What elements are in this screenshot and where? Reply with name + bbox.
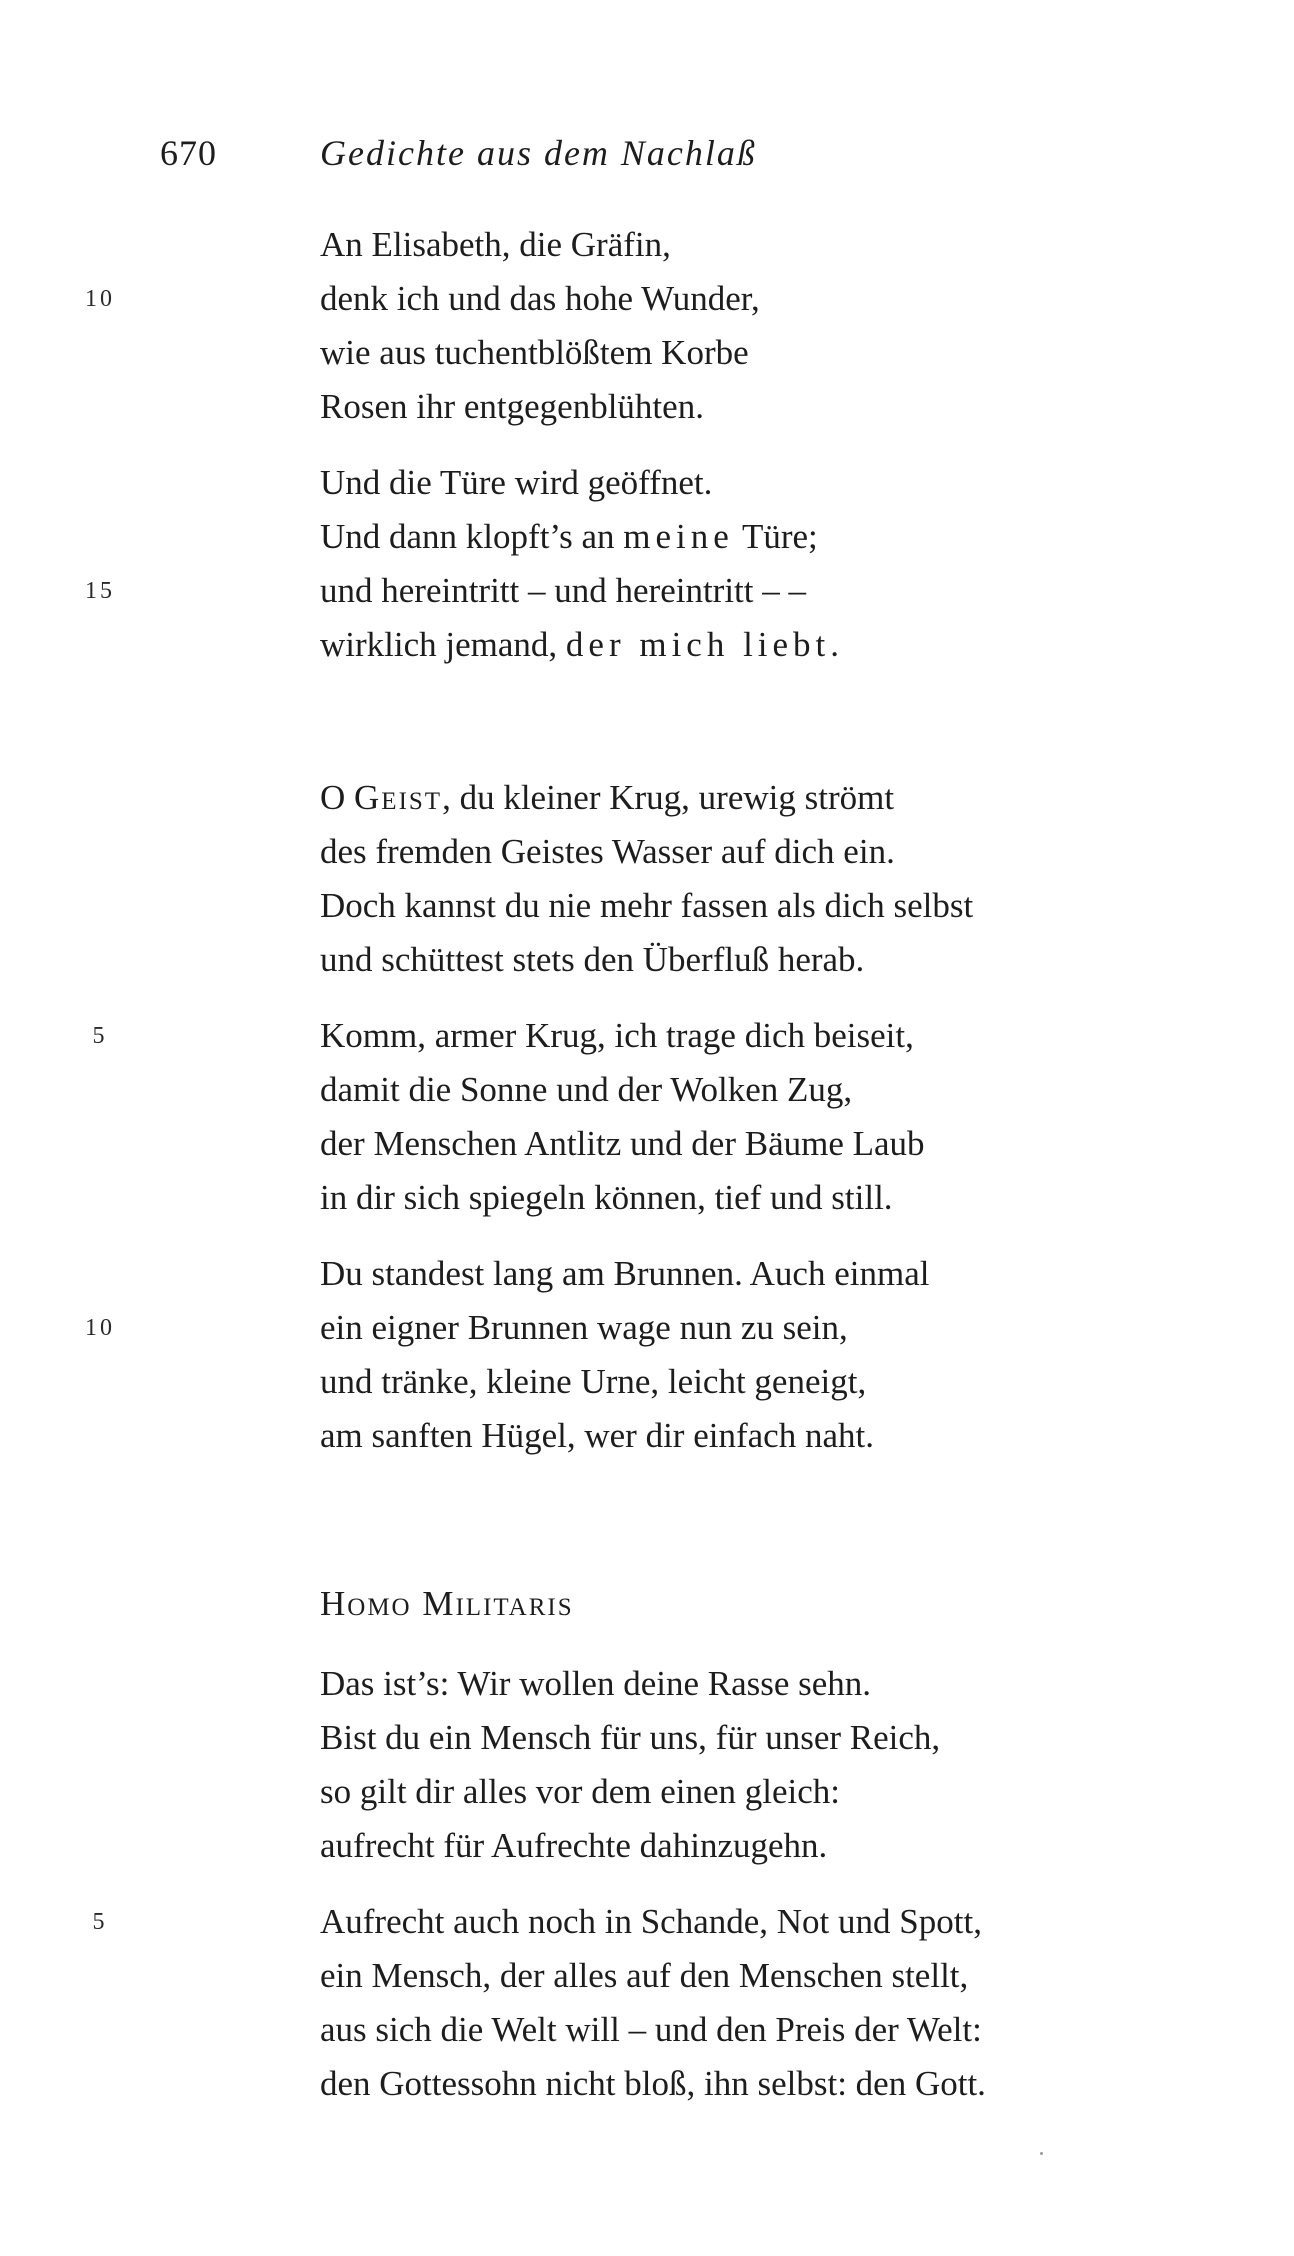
running-title: Gedichte aus dem Nachlaß xyxy=(320,133,757,173)
stanza xyxy=(320,1657,986,1873)
emphasis-spaced: meine xyxy=(623,517,734,556)
poem-line: des fremden Geistes Wasser auf dich ein. xyxy=(320,832,895,871)
poem-line: und tränke, kleine Urne, leicht geneigt, xyxy=(320,1362,867,1401)
line-number: 10 xyxy=(85,1315,115,1341)
stanza xyxy=(85,1247,973,1463)
poem-line: den Gottessohn nicht bloß, ihn selbst: den Gott. xyxy=(320,2064,986,2103)
line-number: 5 xyxy=(92,1023,108,1049)
poem-line: und schüttest stets den Überfluß herab. xyxy=(320,940,865,979)
poem-line: 5 Komm, armer Krug, ich trage dich beiseit, xyxy=(320,1009,973,1063)
poem-line: in dir sich spiegeln können, tief und still. xyxy=(320,1178,893,1217)
poem-line: O Geist, du kleiner Krug, urewig strömt xyxy=(320,778,895,817)
poem-line: wie aus tuchentblößtem Korbe xyxy=(320,333,749,372)
poem-line: 10 ein eigner Brunnen wage nun zu sein, xyxy=(320,1301,973,1355)
poem-elisabeth xyxy=(85,218,845,672)
poem-line: Rosen ihr entgegenblühten. xyxy=(320,387,704,426)
poem-line: der Menschen Antlitz und der Bäume Laub xyxy=(320,1124,925,1163)
poem-line: aufrecht für Aufrechte dahinzugehn. xyxy=(320,1826,828,1865)
page-header xyxy=(160,128,1160,178)
line-number: 15 xyxy=(85,578,115,604)
poem-title: Homo Militaris xyxy=(320,1584,574,1623)
emphasis-spaced: der mich liebt. xyxy=(565,625,845,664)
poem-line: wirklich jemand, der mich liebt. xyxy=(320,625,845,664)
stanza xyxy=(92,1009,973,1225)
poem-geist xyxy=(85,771,974,1463)
poem-line: 15 und hereintritt – und hereintritt – – xyxy=(320,564,844,618)
poem-line: Und dann klopft’s an meine Türe; xyxy=(320,517,818,556)
poem-line: aus sich die Welt will – und den Preis der Welt: xyxy=(320,2010,982,2049)
poem-line: Und die Türe wird geöffnet. xyxy=(320,463,713,502)
poem-line: ein Mensch, der alles auf den Menschen stellt, xyxy=(320,1956,969,1995)
line-number: 5 xyxy=(92,1909,108,1935)
poem-line: 5 Aufrecht auch noch in Schande, Not und Spott, xyxy=(320,1895,986,1949)
poem-line: Das ist’s: Wir wollen deine Rasse sehn. xyxy=(320,1664,872,1703)
line-number: 10 xyxy=(85,286,115,312)
poem-line: 10 denk ich und das hohe Wunder, xyxy=(320,272,844,326)
stanza xyxy=(85,218,844,434)
poem-line: Doch kannst du nie mehr fassen als dich selbst xyxy=(320,886,974,925)
poem-line: am sanften Hügel, wer dir einfach naht. xyxy=(320,1416,874,1455)
poem-line: damit die Sonne und der Wolken Zug, xyxy=(320,1070,853,1109)
stanza xyxy=(92,1895,986,2111)
poem-line: so gilt dir alles vor dem einen gleich: xyxy=(320,1772,841,1811)
poem-homo-militaris xyxy=(92,1577,986,2111)
stanza xyxy=(85,456,845,672)
stanza xyxy=(320,771,973,987)
page-number: 670 xyxy=(160,133,217,173)
print-speck xyxy=(1040,2152,1043,2155)
poem-line: An Elisabeth, die Gräfin, xyxy=(320,225,671,264)
poem-opening-word: Geist xyxy=(354,778,443,817)
poem-line: Bist du ein Mensch für uns, für unser Reich, xyxy=(320,1718,941,1757)
poem-line: Du standest lang am Brunnen. Auch einmal xyxy=(320,1254,930,1293)
